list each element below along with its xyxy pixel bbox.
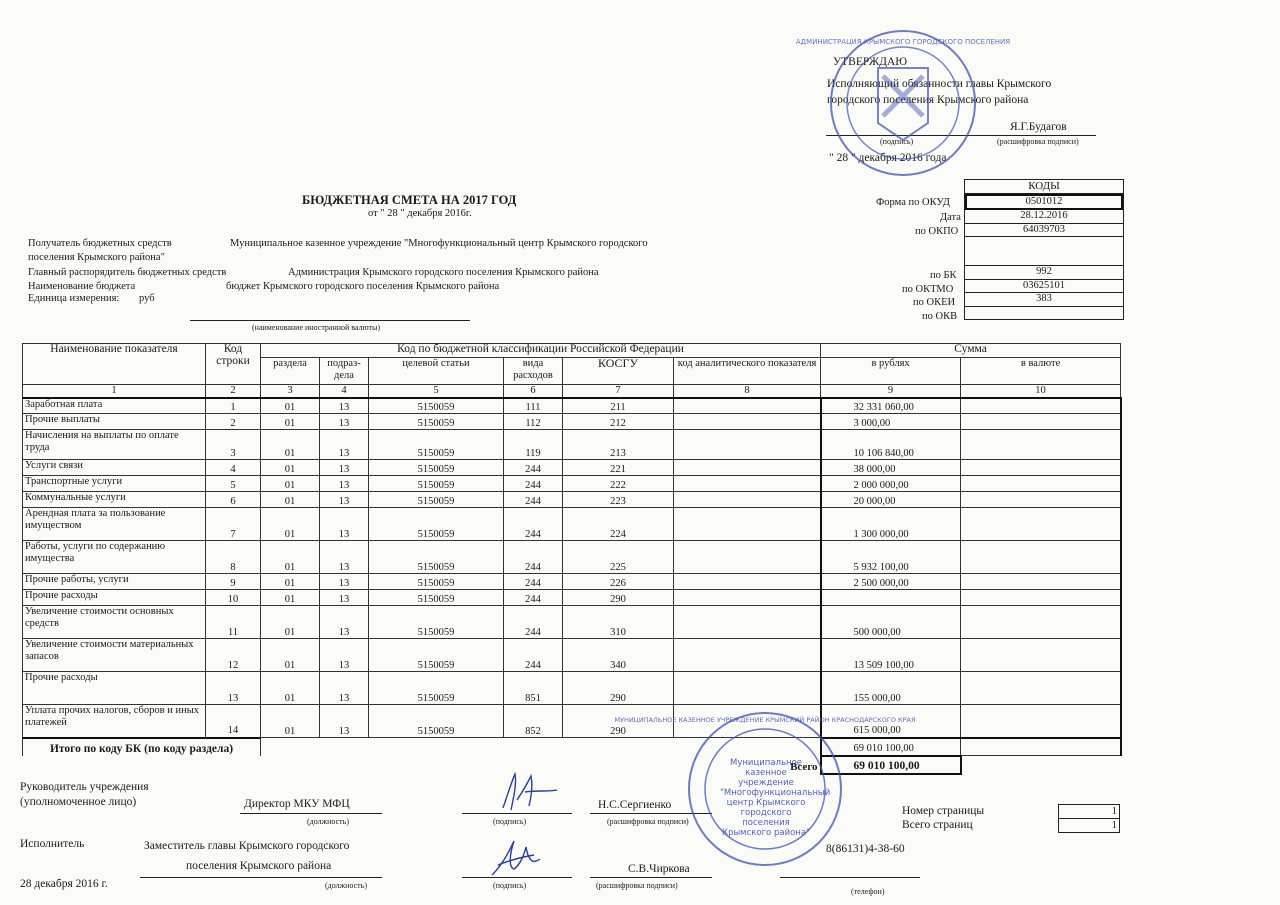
row-name: Арендная плата за пользование имуществом bbox=[23, 508, 206, 541]
col-num-9: 9 bbox=[821, 385, 961, 398]
row-target: 5150059 bbox=[369, 414, 504, 430]
phone-caption: (телефон) bbox=[851, 887, 885, 896]
table-row bbox=[23, 492, 1121, 508]
header-section: раздела bbox=[261, 358, 320, 385]
bk-label: по БК bbox=[930, 270, 957, 281]
col-num-10: 10 bbox=[961, 385, 1121, 398]
row-code: 14 bbox=[206, 705, 261, 738]
manager-label: Главный распорядитель бюджетных средств bbox=[28, 267, 227, 278]
row-currency bbox=[961, 414, 1121, 430]
row-analytic bbox=[674, 639, 821, 672]
row-subsection: 13 bbox=[320, 639, 369, 672]
row-analytic bbox=[674, 430, 821, 460]
row-sum: 38 000,00 bbox=[821, 460, 961, 476]
header-name: Наименование показателя bbox=[23, 344, 206, 385]
seal-icon bbox=[795, 28, 1011, 178]
row-name: Услуги связи bbox=[23, 460, 206, 476]
okud-label: Форма по ОКУД bbox=[876, 197, 950, 208]
top-seal-stamp bbox=[795, 28, 1011, 178]
row-sum: 10 106 840,00 bbox=[821, 430, 961, 460]
row-expense: 112 bbox=[504, 414, 563, 430]
exec-name: С.В.Чиркова bbox=[628, 863, 690, 875]
row-target: 5150059 bbox=[369, 460, 504, 476]
table-row bbox=[23, 414, 1121, 430]
row-sum: 2 500 000,00 bbox=[821, 574, 961, 590]
row-section: 01 bbox=[261, 574, 320, 590]
page-title: БЮДЖЕТНАЯ СМЕТА НА 2017 ГОД bbox=[302, 193, 517, 207]
col-num-7: 7 bbox=[563, 385, 674, 398]
page-label: Номер страницы bbox=[902, 805, 985, 817]
row-target: 5150059 bbox=[369, 476, 504, 492]
row-expense: 244 bbox=[504, 590, 563, 606]
row-sum: 1 300 000,00 bbox=[821, 508, 961, 541]
row-kosgu: 340 bbox=[563, 639, 674, 672]
row-analytic bbox=[674, 492, 821, 508]
header-kosgu: КОСГУ bbox=[563, 358, 674, 385]
footer-date: 28 декабря 2016 г. bbox=[20, 878, 108, 890]
row-sum: 3 000,00 bbox=[821, 414, 961, 430]
table-row bbox=[23, 460, 1121, 476]
row-sum: 615 000,00 bbox=[821, 705, 961, 738]
head-label-2: (уполномоченное лицо) bbox=[20, 796, 137, 808]
row-subsection: 13 bbox=[320, 398, 369, 414]
row-target: 5150059 bbox=[369, 574, 504, 590]
row-expense: 244 bbox=[504, 492, 563, 508]
row-currency bbox=[961, 705, 1121, 738]
row-currency bbox=[961, 590, 1121, 606]
row-sum: 20 000,00 bbox=[821, 492, 961, 508]
row-name: Увеличение стоимости основных средств bbox=[23, 606, 206, 639]
budget-label: Наименование бюджета bbox=[28, 281, 136, 292]
row-sum: 5 932 100,00 bbox=[821, 541, 961, 574]
approval-title: УТВЕРЖДАЮ bbox=[833, 56, 908, 68]
exec-position-1: Заместитель главы Крымского городского bbox=[144, 840, 350, 852]
row-currency bbox=[961, 574, 1121, 590]
table-row bbox=[23, 430, 1121, 460]
pages-value: 1 bbox=[1058, 818, 1120, 833]
exec-sign-caption: (подпись) bbox=[493, 881, 527, 890]
row-kosgu: 211 bbox=[563, 398, 674, 414]
row-kosgu: 213 bbox=[563, 430, 674, 460]
approval-position-1: Исполняющий обязанности главы Крымского bbox=[827, 78, 1052, 90]
bottom-seal-center-text: Муниципальное казенное учреждение "Многофункциональный центр Крымского городского поселения Крымского района" bbox=[720, 758, 831, 838]
col-num-8: 8 bbox=[674, 385, 821, 398]
row-section: 01 bbox=[261, 606, 320, 639]
row-name: Начисления на выплаты по оплате труда bbox=[23, 430, 206, 460]
row-target: 5150059 bbox=[369, 541, 504, 574]
unit-value: руб bbox=[139, 293, 155, 304]
table-row bbox=[23, 705, 1121, 738]
row-kosgu: 222 bbox=[563, 476, 674, 492]
col-num-3: 3 bbox=[261, 385, 320, 398]
recipient-label: Получатель бюджетных средств bbox=[28, 238, 172, 249]
grand-label: Всего bbox=[790, 761, 818, 773]
table-row bbox=[23, 476, 1121, 492]
table-row bbox=[23, 606, 1121, 639]
budget-table bbox=[22, 343, 1122, 775]
row-section: 01 bbox=[261, 430, 320, 460]
row-name: Прочие выплаты bbox=[23, 414, 206, 430]
row-expense: 852 bbox=[504, 705, 563, 738]
row-expense: 244 bbox=[504, 476, 563, 492]
row-target: 5150059 bbox=[369, 590, 504, 606]
row-sum bbox=[821, 590, 961, 606]
header-target: целевой статьи bbox=[369, 358, 504, 385]
col-num-4: 4 bbox=[320, 385, 369, 398]
row-sum: 32 331 060,00 bbox=[821, 398, 961, 414]
row-subsection: 13 bbox=[320, 574, 369, 590]
row-section: 01 bbox=[261, 508, 320, 541]
okv-label: по ОКВ bbox=[922, 311, 958, 322]
row-currency bbox=[961, 460, 1121, 476]
row-sum: 155 000,00 bbox=[821, 672, 961, 705]
col-num-5: 5 bbox=[369, 385, 504, 398]
row-target: 5150059 bbox=[369, 508, 504, 541]
row-currency bbox=[961, 430, 1121, 460]
row-subsection: 13 bbox=[320, 705, 369, 738]
row-target: 5150059 bbox=[369, 639, 504, 672]
table-row bbox=[23, 574, 1121, 590]
table-row bbox=[23, 541, 1121, 574]
header-expense: вида расходов bbox=[504, 358, 563, 385]
head-name-caption: (расшифровка подписи) bbox=[607, 817, 689, 826]
exec-name-caption: (расшифровка подписи) bbox=[596, 881, 678, 890]
row-analytic bbox=[674, 590, 821, 606]
total-value: 69 010 100,00 bbox=[821, 738, 961, 756]
head-sign-caption: (подпись) bbox=[493, 817, 527, 826]
exec-phone: 8(86131)4-38-60 bbox=[826, 843, 905, 855]
table-row bbox=[23, 398, 1121, 414]
row-analytic bbox=[674, 398, 821, 414]
row-kosgu: 290 bbox=[563, 705, 674, 738]
approval-date: " 28 " декабря 2016 года bbox=[829, 152, 947, 164]
header-sum: Сумма bbox=[821, 344, 1121, 358]
row-section: 01 bbox=[261, 639, 320, 672]
row-analytic bbox=[674, 541, 821, 574]
row-sum: 500 000,00 bbox=[821, 606, 961, 639]
row-target: 5150059 bbox=[369, 492, 504, 508]
okei-value: 383 bbox=[965, 293, 1123, 307]
row-code: 3 bbox=[206, 430, 261, 460]
row-code: 2 bbox=[206, 414, 261, 430]
row-name: Работы, услуги по содержанию имущества bbox=[23, 541, 206, 574]
row-expense: 111 bbox=[504, 398, 563, 414]
row-analytic bbox=[674, 476, 821, 492]
row-section: 01 bbox=[261, 672, 320, 705]
header-classification: Код по бюджетной классификации Российской Федерации bbox=[261, 344, 821, 358]
exec-position-2: поселения Крымского района bbox=[186, 860, 332, 872]
okpo-label: по ОКПО bbox=[915, 226, 959, 237]
row-target: 5150059 bbox=[369, 430, 504, 460]
row-subsection: 13 bbox=[320, 508, 369, 541]
row-expense: 244 bbox=[504, 606, 563, 639]
row-section: 01 bbox=[261, 414, 320, 430]
oktmo-value: 03625101 bbox=[965, 280, 1123, 294]
row-expense: 244 bbox=[504, 508, 563, 541]
row-subsection: 13 bbox=[320, 492, 369, 508]
row-currency bbox=[961, 672, 1121, 705]
currency-caption: (наименование иностранной валюты) bbox=[252, 323, 380, 332]
row-currency bbox=[961, 476, 1121, 492]
row-subsection: 13 bbox=[320, 541, 369, 574]
okv-value bbox=[965, 307, 1123, 320]
exec-signature bbox=[488, 835, 548, 883]
bk-value: 992 bbox=[965, 266, 1123, 280]
head-position: Директор МКУ МФЦ bbox=[244, 798, 350, 810]
date-code-value: 28.12.2016 bbox=[965, 210, 1123, 224]
row-code: 7 bbox=[206, 508, 261, 541]
row-analytic bbox=[674, 508, 821, 541]
row-kosgu: 223 bbox=[563, 492, 674, 508]
recipient-value: Муниципальное казенное учреждение "Многофункциональный центр Крымского городского bbox=[230, 238, 648, 249]
codes-box bbox=[964, 179, 1124, 320]
header-analytic: код аналитического показателя bbox=[674, 358, 821, 385]
row-subsection: 13 bbox=[320, 606, 369, 639]
table-row bbox=[23, 508, 1121, 541]
row-subsection: 13 bbox=[320, 672, 369, 705]
row-name: Прочие расходы bbox=[23, 590, 206, 606]
okud-value: 0501012 bbox=[965, 194, 1123, 211]
head-label-1: Руководитель учреждения bbox=[20, 781, 149, 793]
row-code: 12 bbox=[206, 639, 261, 672]
row-subsection: 13 bbox=[320, 460, 369, 476]
row-sum: 13 509 100,00 bbox=[821, 639, 961, 672]
row-subsection: 13 bbox=[320, 414, 369, 430]
head-signature bbox=[495, 770, 565, 815]
row-kosgu: 225 bbox=[563, 541, 674, 574]
row-analytic bbox=[674, 606, 821, 639]
pages-label: Всего страниц bbox=[902, 819, 973, 831]
col-num-2: 2 bbox=[206, 385, 261, 398]
row-expense: 244 bbox=[504, 639, 563, 672]
table-row bbox=[23, 590, 1121, 606]
okpo-value: 64039703 bbox=[965, 224, 1123, 238]
row-kosgu: 221 bbox=[563, 460, 674, 476]
row-currency bbox=[961, 541, 1121, 574]
row-code: 11 bbox=[206, 606, 261, 639]
approval-sign-caption: (подпись) bbox=[880, 137, 914, 146]
row-currency bbox=[961, 639, 1121, 672]
row-kosgu: 226 bbox=[563, 574, 674, 590]
row-kosgu: 290 bbox=[563, 590, 674, 606]
row-section: 01 bbox=[261, 541, 320, 574]
row-name: Прочие расходы bbox=[23, 672, 206, 705]
header-currency: в валюте bbox=[961, 358, 1121, 385]
row-section: 01 bbox=[261, 705, 320, 738]
row-section: 01 bbox=[261, 590, 320, 606]
grand-value: 69 010 100,00 bbox=[821, 756, 961, 774]
exec-position-caption: (должность) bbox=[325, 881, 367, 890]
row-kosgu: 224 bbox=[563, 508, 674, 541]
manager-value: Администрация Крымского городского поселения Крымского района bbox=[288, 267, 599, 278]
col-num-6: 6 bbox=[504, 385, 563, 398]
column-numbers bbox=[23, 385, 1121, 398]
col-num-1: 1 bbox=[23, 385, 206, 398]
row-code: 9 bbox=[206, 574, 261, 590]
row-name: Увеличение стоимости материальных запасов bbox=[23, 639, 206, 672]
head-position-caption: (должность) bbox=[307, 817, 349, 826]
row-subsection: 13 bbox=[320, 476, 369, 492]
row-target: 5150059 bbox=[369, 606, 504, 639]
row-analytic bbox=[674, 414, 821, 430]
row-subsection: 13 bbox=[320, 590, 369, 606]
row-code: 5 bbox=[206, 476, 261, 492]
row-code: 13 bbox=[206, 672, 261, 705]
header-code: Код строки bbox=[206, 344, 261, 385]
row-expense: 244 bbox=[504, 460, 563, 476]
row-currency bbox=[961, 606, 1121, 639]
table-row bbox=[23, 672, 1121, 705]
bottom-seal-ring-text: МУНИЦИПАЛЬНОЕ КАЗЕННОЕ УЧРЕЖДЕНИЕ КРЫМСКИЙ РАЙОН КРАСНОДАРСКОГО КРАЯ bbox=[614, 716, 916, 724]
row-subsection: 13 bbox=[320, 430, 369, 460]
row-section: 01 bbox=[261, 492, 320, 508]
top-seal-text: АДМИНИСТРАЦИЯ КРЫМСКОГО ГОРОДСКОГО ПОСЕЛЕНИЯ bbox=[795, 38, 1011, 46]
row-currency bbox=[961, 398, 1121, 414]
row-code: 6 bbox=[206, 492, 261, 508]
header-rub: в рублях bbox=[821, 358, 961, 385]
row-name: Прочие работы, услуги bbox=[23, 574, 206, 590]
row-expense: 244 bbox=[504, 541, 563, 574]
row-name: Уплата прочих налогов, сборов и иных платежей bbox=[23, 705, 206, 738]
row-section: 01 bbox=[261, 460, 320, 476]
row-currency bbox=[961, 492, 1121, 508]
okei-label: по ОКЕИ bbox=[913, 297, 956, 308]
doc-date: от " 28 " декабря 2016г. bbox=[368, 208, 472, 219]
row-target: 5150059 bbox=[369, 672, 504, 705]
recipient-value-2: поселения Крымского района" bbox=[28, 252, 165, 263]
budget-value: бюджет Крымского городского поселения Крымского района bbox=[226, 281, 500, 292]
oktmo-label: по ОКТМО bbox=[902, 284, 954, 295]
row-code: 1 bbox=[206, 398, 261, 414]
row-sum: 2 000 000,00 bbox=[821, 476, 961, 492]
row-code: 4 bbox=[206, 460, 261, 476]
header-subsection: подраз-дела bbox=[320, 358, 369, 385]
row-kosgu: 310 bbox=[563, 606, 674, 639]
date-code-label: Дата bbox=[940, 212, 961, 223]
table-row bbox=[23, 639, 1121, 672]
row-kosgu: 290 bbox=[563, 672, 674, 705]
row-section: 01 bbox=[261, 476, 320, 492]
unit-label: Единица измерения: bbox=[28, 293, 120, 304]
row-name: Коммунальные услуги bbox=[23, 492, 206, 508]
row-expense: 851 bbox=[504, 672, 563, 705]
row-analytic bbox=[674, 672, 821, 705]
row-expense: 244 bbox=[504, 574, 563, 590]
row-name: Заработная плата bbox=[23, 398, 206, 414]
row-currency bbox=[961, 508, 1121, 541]
head-name: Н.С.Сергиенко bbox=[598, 799, 672, 811]
approval-position-2: городского поселения Крымского района bbox=[827, 94, 1029, 106]
row-expense: 119 bbox=[504, 430, 563, 460]
total-label: Итого по коду БК (по коду раздела) bbox=[23, 738, 261, 756]
row-kosgu: 212 bbox=[563, 414, 674, 430]
page-value: 1 bbox=[1058, 804, 1120, 819]
row-target: 5150059 bbox=[369, 705, 504, 738]
row-name: Транспортные услуги bbox=[23, 476, 206, 492]
codes-header: КОДЫ bbox=[965, 180, 1123, 194]
row-analytic bbox=[674, 574, 821, 590]
row-analytic bbox=[674, 460, 821, 476]
codes-blank bbox=[965, 237, 1123, 266]
approval-signer: Я.Г.Будагов bbox=[1010, 121, 1067, 133]
row-target: 5150059 bbox=[369, 398, 504, 414]
row-code: 8 bbox=[206, 541, 261, 574]
row-code: 10 bbox=[206, 590, 261, 606]
row-section: 01 bbox=[261, 398, 320, 414]
exec-label: Исполнитель bbox=[20, 838, 85, 850]
approval-name-caption: (расшифровка подписи) bbox=[997, 137, 1079, 146]
